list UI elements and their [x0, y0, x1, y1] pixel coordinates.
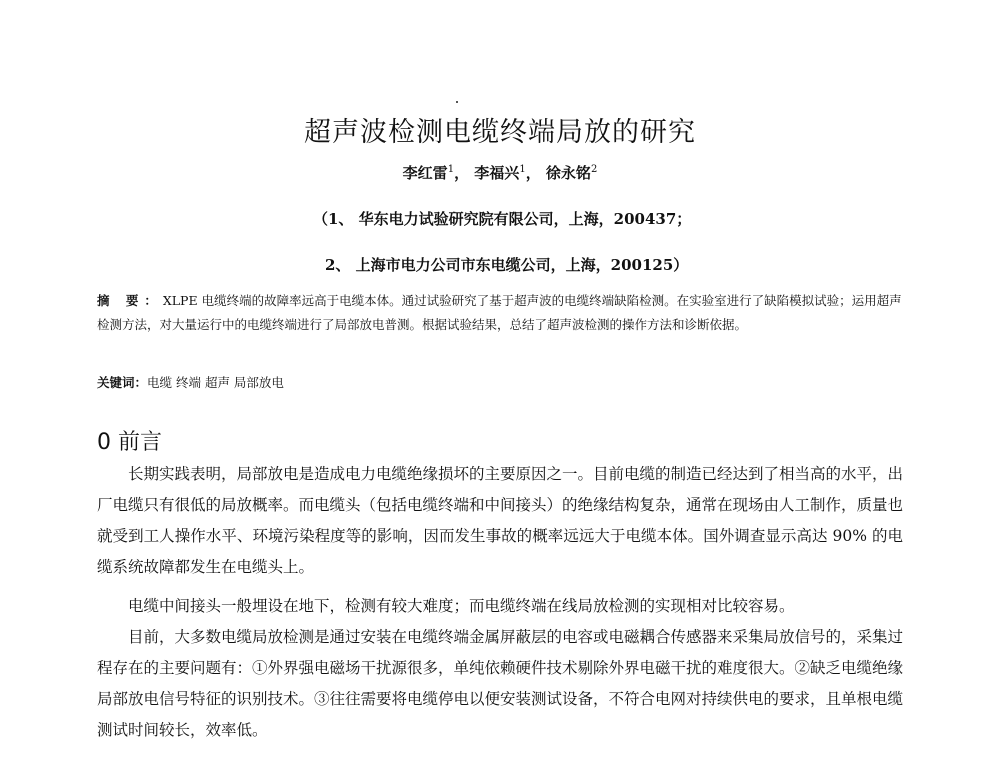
abstract-text: XLPE 电缆终端的故障率远高于电缆本体。通过试验研究了基于超声波的电缆终端缺陷检测。在实验室进行了缺陷模拟试验；运用超声检测方法，对大量运行中的电缆终端进行了局部放电普测。根据试验结果，总结了超声波检测的操作方法和诊断依据。 [97, 293, 902, 332]
author-affiliation-mark: 1 [447, 164, 455, 175]
author-affiliation-mark: 1 [519, 164, 526, 175]
keywords-label: 关键词： [97, 375, 148, 390]
affiliation-line: （1、 华东电力试验研究院有限公司，上海，200437； [313, 210, 692, 228]
author-separator: ， [525, 164, 546, 182]
body-paragraph: 电缆中间接头一般埋设在地下，检测有较大难度；而电缆终端在线局放检测的实现相对比较容易。 [128, 597, 795, 615]
author-name: 李福兴 [474, 164, 520, 182]
keywords-text: 电缆 终端 超声 局部放电 [147, 375, 284, 390]
author-name: 李红雷 [402, 164, 448, 182]
author-name: 徐永铭 [545, 164, 591, 182]
paper-title: 超声波检测电缆终端局放的研究 [304, 117, 696, 148]
affiliation-line: 2、 上海市电力公司市东电缆公司，上海，200125） [325, 256, 689, 274]
keywords [97, 373, 284, 391]
abstract [97, 289, 905, 337]
scan-dot [456, 101, 458, 103]
section-heading: 0 前言 [97, 430, 162, 455]
author-affiliation-mark: 2 [590, 164, 598, 175]
author-separator: ， [454, 164, 475, 182]
body-paragraph: 长期实践表明，局部放电是造成电力电缆绝缘损坏的主要原因之一。目前电缆的制造已经达到了相当高的水平，出厂电缆只有很低的局放概率。而电缆头（包括电缆终端和中间接头）的绝缘结构复杂，通常在现场由人工制作，质量也就受到工人操作水平、环境污染程度等的影响，因而发生事故的概率远远大于电缆本体。国外调查显示高达 90% 的电缆系统故障都发生在电缆头上。 [97, 465, 904, 576]
body-paragraph: 目前，大多数电缆局放检测是通过安装在电缆终端金属屏蔽层的电容或电磁耦合传感器来采集局放信号的，采集过程存在的主要问题有：①外界强电磁场干扰源很多，单纯依赖硬件技术剔除外界电磁干扰的难度很大。②缺乏电缆绝缘局部放电信号特征的识别技术。③往往需要将电缆停电以便安装测试设备，不符合电网对持续供电的要求，且单根电缆测试时间较长，效率低。 [97, 628, 904, 739]
abstract-label: 摘 要： [97, 293, 163, 308]
author-list [0, 162, 1000, 183]
